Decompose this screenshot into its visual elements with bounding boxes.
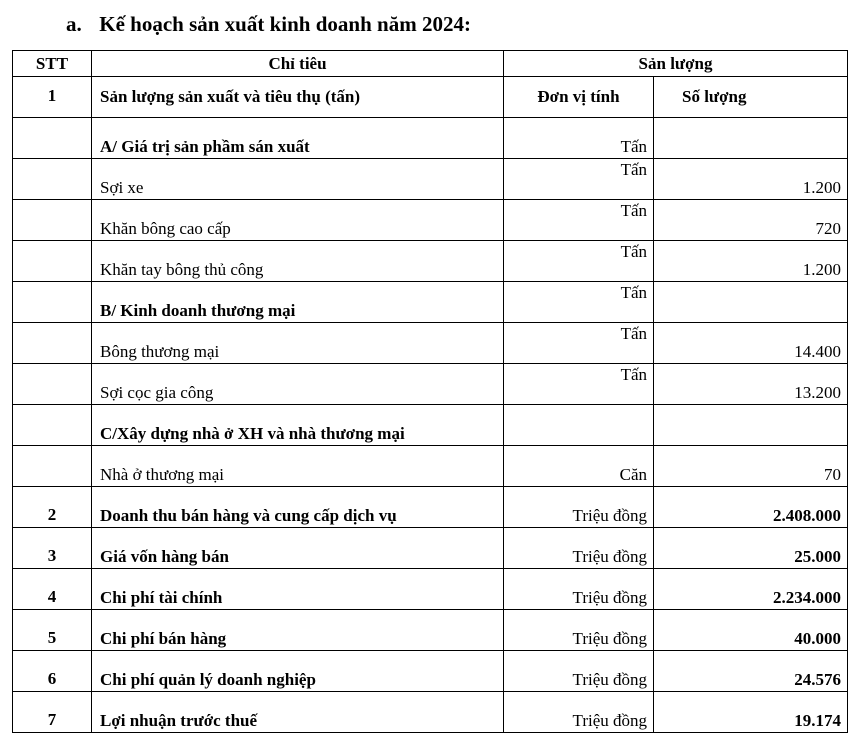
section-label: a.: [66, 12, 82, 36]
cell-unit: Tấn: [504, 282, 654, 323]
business-plan-table: [12, 50, 848, 733]
cell-stt: [13, 200, 92, 241]
cell-stt: [13, 118, 92, 159]
cell-item: B/ Kinh doanh thương mại: [92, 282, 504, 323]
cell-stt: [13, 159, 92, 200]
cell-unit: Triệu đồng: [504, 487, 654, 528]
cell-item: Bông thương mại: [92, 323, 504, 364]
cell-item: Chi phí quản lý doanh nghiệp: [92, 651, 504, 692]
cell-unit: Tấn: [504, 159, 654, 200]
cell-unit: Tấn: [504, 241, 654, 282]
table-row: [13, 692, 848, 733]
cell-qty: 40.000: [654, 610, 848, 651]
table-row: [13, 159, 848, 200]
cell-qty: 14.400: [654, 323, 848, 364]
cell-qty: 720: [654, 200, 848, 241]
cell-unit: [504, 405, 654, 446]
table-row: [13, 241, 848, 282]
cell-qty: 1.200: [654, 241, 848, 282]
cell-unit: Triệu đồng: [504, 569, 654, 610]
cell-stt: [13, 241, 92, 282]
table-row: [13, 200, 848, 241]
cell-qty-header: Số lượng: [654, 77, 848, 118]
cell-qty: 24.576: [654, 651, 848, 692]
table-row: [13, 323, 848, 364]
cell-qty: 2.408.000: [654, 487, 848, 528]
cell-item: Khăn bông cao cấp: [92, 200, 504, 241]
table-row: [13, 528, 848, 569]
cell-stt: [13, 446, 92, 487]
cell-stt: [13, 364, 92, 405]
cell-stt: 6: [13, 651, 92, 692]
cell-stt: 2: [13, 487, 92, 528]
header-output: Sản lượng: [504, 51, 848, 77]
cell-unit: Căn: [504, 446, 654, 487]
cell-qty: [654, 118, 848, 159]
section-title: Kế hoạch sản xuất kinh doanh năm 2024:: [99, 12, 471, 36]
cell-stt: 3: [13, 528, 92, 569]
table-row: [13, 77, 848, 118]
cell-unit-header: Đơn vị tính: [504, 77, 654, 118]
cell-stt: [13, 405, 92, 446]
cell-qty: 70: [654, 446, 848, 487]
cell-stt: 5: [13, 610, 92, 651]
table-row: [13, 651, 848, 692]
cell-item: Lợi nhuận trước thuế: [92, 692, 504, 733]
table-row: [13, 569, 848, 610]
cell-item: Sợi cọc gia công: [92, 364, 504, 405]
cell-stt: 4: [13, 569, 92, 610]
cell-unit: Triệu đồng: [504, 651, 654, 692]
table-row: [13, 446, 848, 487]
cell-unit: Triệu đồng: [504, 610, 654, 651]
cell-stt: [13, 323, 92, 364]
cell-qty: [654, 405, 848, 446]
cell-qty: 1.200: [654, 159, 848, 200]
cell-item: C/Xây dựng nhà ở XH và nhà thương mại: [92, 405, 504, 446]
cell-stt: 7: [13, 692, 92, 733]
table-row: [13, 610, 848, 651]
cell-qty: [654, 282, 848, 323]
cell-item: Sản lượng sản xuất và tiêu thụ (tấn): [92, 77, 504, 118]
cell-stt: [13, 282, 92, 323]
table-header-row: [13, 51, 848, 77]
table-row: [13, 405, 848, 446]
cell-item: Doanh thu bán hàng và cung cấp dịch vụ: [92, 487, 504, 528]
cell-qty: 13.200: [654, 364, 848, 405]
cell-item: Chi phí bán hàng: [92, 610, 504, 651]
table-row: [13, 118, 848, 159]
cell-qty: 19.174: [654, 692, 848, 733]
cell-item: Giá vốn hàng bán: [92, 528, 504, 569]
cell-item: A/ Giá trị sản phầm sán xuất: [92, 118, 504, 159]
cell-item: Nhà ở thương mại: [92, 446, 504, 487]
cell-unit: Triệu đồng: [504, 692, 654, 733]
cell-unit: Triệu đồng: [504, 528, 654, 569]
cell-qty: 25.000: [654, 528, 848, 569]
cell-qty: 2.234.000: [654, 569, 848, 610]
section-heading: [66, 12, 471, 37]
table-row: [13, 487, 848, 528]
cell-unit: Tấn: [504, 118, 654, 159]
cell-item: Sợi xe: [92, 159, 504, 200]
cell-item: Chi phí tài chính: [92, 569, 504, 610]
cell-unit: Tấn: [504, 200, 654, 241]
header-stt: STT: [13, 51, 92, 77]
cell-unit: Tấn: [504, 323, 654, 364]
header-item: Chỉ tiêu: [92, 51, 504, 77]
cell-stt: 1: [13, 77, 92, 118]
cell-item: Khăn tay bông thủ công: [92, 241, 504, 282]
cell-unit: Tấn: [504, 364, 654, 405]
table-row: [13, 282, 848, 323]
table-row: [13, 364, 848, 405]
